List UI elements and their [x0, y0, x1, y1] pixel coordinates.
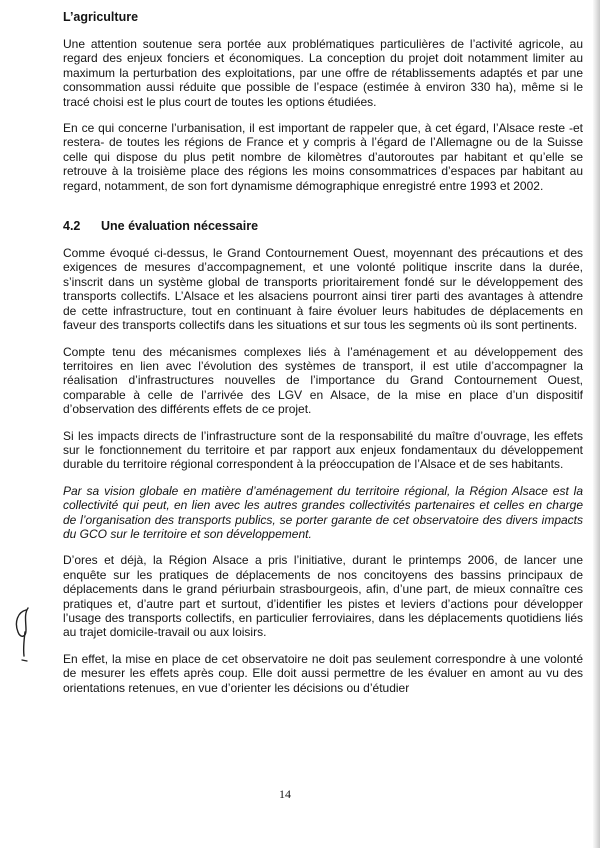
handwritten-margin-mark	[6, 604, 36, 666]
section-spacer	[63, 205, 583, 219]
document-body	[63, 10, 583, 707]
section-number: 4.2	[63, 219, 81, 234]
paragraph-evaluation-6: En effet, la mise en place de cet observatoire ne doit pas seulement correspondre à une volonté de mesurer les effets après coup. Elle doit aussi permettre de les évaluer en amont au vu des orientations retenues, en vue d’orienter les décisions ou d’étudier	[63, 651, 583, 695]
paragraph-evaluation-3: Si les impacts directs de l’infrastructure sont de la responsabilité du maître d’ouvrage, les effets sur le fonctionnement du territoire et par rapport aux enjeux fondamentaux du développement durable du territoire régional correspondent à la préoccupation de l’Alsace et de ses habitants.	[63, 428, 583, 472]
paragraph-evaluation-5: D’ores et déjà, la Région Alsace a pris l’initiative, durant le printemps 2006, de lancer une enquête sur les pratiques de déplacements de nos concitoyens des bassins principaux de déplacements dans le grand périurbain strasbourgeois, afin, d’une part, de mieux connaître ces pratiques et, d’autre part et surtout, d’identifier les pistes et leviers d’actions pour développer l’usage des transports collectifs, en particulier ferroviaires, dans les déplacements quotidiens liés au trajet domicile-travail ou aux loisirs.	[63, 553, 583, 640]
section-heading-text: Une évaluation nécessaire	[101, 219, 259, 234]
paragraph-evaluation-2: Compte tenu des mécanismes complexes liés à l’aménagement et au développement des territoires en lien avec l’évolution des systèmes de transport, il est utile d’accompagner la réalisation d’infrastructures nouvelles de l’importance du Grand Contournement Ouest, comparable à celle de l’arrivée des LGV en Alsace, de la mise en place d’un dispositif d’observation des différents effets de ce projet.	[63, 344, 583, 417]
paragraph-agriculture-1: Une attention soutenue sera portée aux problématiques particulières de l’activité agricole, au regard des enjeux fonciers et économiques. La conception du projet doit notamment limiter au maximum la perturbation des exploitations, par une offre de rétablissements adaptés et par une consommation aussi réduite que possible de l’espace (estimée à environ 330 ha), même si le tracé choisi est le plus court de toutes les options étudiées.	[63, 37, 583, 109]
page-number: 14	[279, 787, 291, 801]
scan-edge-shadow	[593, 0, 600, 848]
heading-agriculture: L’agriculture	[63, 10, 139, 24]
paragraph-evaluation-4-italic: Par sa vision globale en matière d’aménagement du territoire régional, la Région Alsace est la collectivité qui peut, en lien avec les autres grandes collectivités partenaires et celles en charge de l’organisation des transports publics, se porter garante de cet observatoire des divers impacts du GCO sur le territoire et son développement.	[63, 483, 583, 541]
paragraph-evaluation-1: Comme évoqué ci-dessus, le Grand Contournement Ouest, moyennant des précautions et des exigences de mesures d’accompagnement, et une volonté politique inscrite dans la durée, s’inscrit dans un système global de transports prioritairement fondé sur le développement des transports collectifs. L’Alsace et les alsaciens pourront ainsi tirer parti des avantages à attendre de cette infrastructure, tout en continuant à faire évoluer leurs habitudes de déplacements en faveur des transports collectifs dans les situations et sur tous les segments où ils sont pertinents.	[63, 246, 583, 333]
heading-evaluation	[63, 219, 583, 234]
paragraph-agriculture-2: En ce qui concerne l’urbanisation, il est important de rappeler que, à cet égard, l’Alsace reste -et restera- de toutes les régions de France et y compris à l’égard de l’Allemagne ou de la Suisse celle qui dispose du plus petit nombre de kilomètres d’autoroutes par habitant et qu’elle se retrouve à la troisième place des régions les moins consommatrices d’espaces par habitant au regard, notamment, de son fort dynamisme démographique enregistré entre 1993 et 2002.	[63, 121, 583, 193]
